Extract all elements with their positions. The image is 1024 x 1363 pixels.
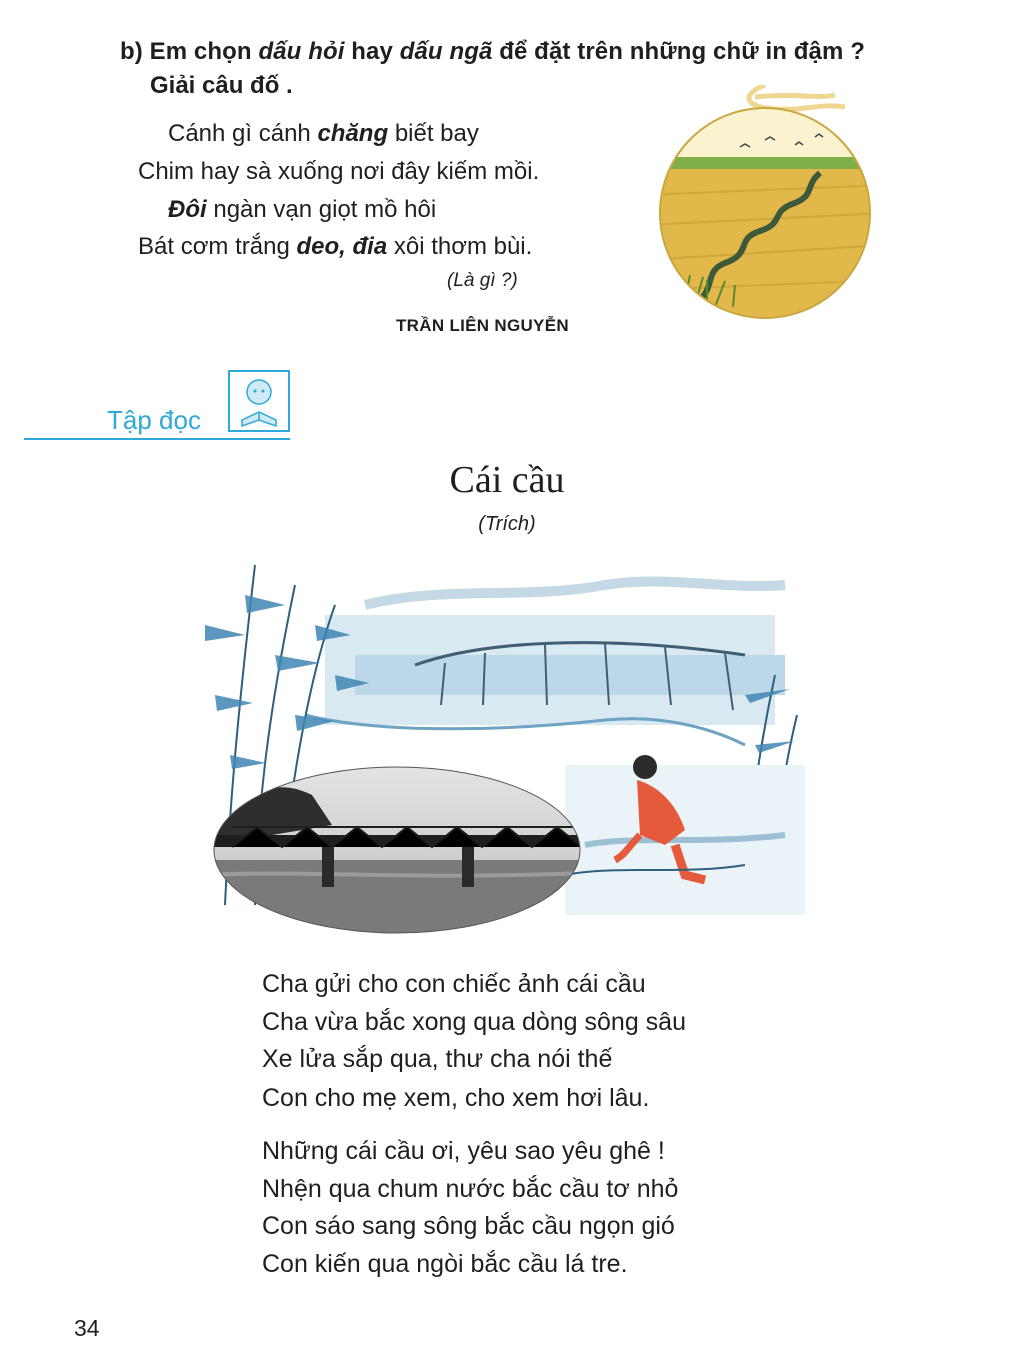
poem-stanza1-line2: Cha vừa bắc xong qua dòng sông sâu: [262, 1008, 686, 1036]
riddle-text: xôi thơm bùi.: [393, 233, 533, 260]
exercise-rest: để đặt trên những chữ in đậm ?: [499, 38, 865, 65]
riddle-line-2: Chim hay sà xuống nơi đây kiếm mồi.: [138, 158, 540, 185]
poem-title: Cái cầu: [449, 459, 565, 501]
riddle-author: TRẦN LIÊN NGUYỄN: [396, 316, 569, 335]
riddle-comma: ,: [339, 233, 346, 260]
riddle-line-3: [168, 196, 436, 224]
riddle-text: Bát cơm trắng: [138, 233, 290, 260]
poem-stanza1-line1: Cha gửi cho con chiếc ảnh cái cầu: [262, 970, 646, 998]
poem-excerpt-note: (Trích): [478, 513, 536, 535]
word-hay: hay: [351, 38, 393, 65]
exercise-instruction: Giải câu đố .: [150, 72, 293, 99]
poem-stanza2-line2: Nhện qua chum nước bắc cầu tơ nhỏ: [262, 1175, 679, 1203]
bridge-photo: [212, 765, 582, 935]
section-divider: [24, 438, 290, 440]
exercise-label: b) Em chọn: [120, 38, 252, 65]
rice-field-illustration: [645, 85, 885, 325]
term-dau-hoi: dấu hỏi: [258, 38, 345, 65]
riddle-line-1: [168, 120, 479, 148]
section-label: Tập đọc: [107, 405, 201, 435]
term-dau-nga: dấu ngã: [399, 38, 493, 65]
riddle-bold-word: deo: [296, 233, 340, 260]
reading-child-icon: [228, 370, 290, 432]
riddle-text: biết bay: [394, 120, 479, 147]
riddle-bold-word: chăng: [317, 120, 389, 147]
page-number: 34: [74, 1315, 100, 1341]
poem-stanza1-line3: Xe lửa sắp qua, thư cha nói thế: [262, 1045, 613, 1073]
riddle-text: Cánh gì cánh: [168, 120, 311, 147]
poem-stanza1-line4: Con cho mẹ xem, cho xem hơi lâu.: [262, 1084, 650, 1112]
riddle-line-4: [138, 233, 532, 261]
poem-stanza2-line4: Con kiến qua ngòi bắc cầu lá tre.: [262, 1250, 628, 1278]
poem-stanza2-line1: Những cái cầu ơi, yêu sao yêu ghê !: [262, 1137, 665, 1165]
exercise-question: [120, 38, 865, 66]
riddle-bold-word: đia: [352, 233, 388, 260]
riddle-bold-word: Đôi: [168, 196, 207, 223]
riddle-note: (Là gì ?): [447, 270, 518, 291]
poem-stanza2-line3: Con sáo sang sông bắc cầu ngọn gió: [262, 1212, 675, 1240]
riddle-text: ngàn vạn giọt mồ hôi: [213, 196, 437, 223]
